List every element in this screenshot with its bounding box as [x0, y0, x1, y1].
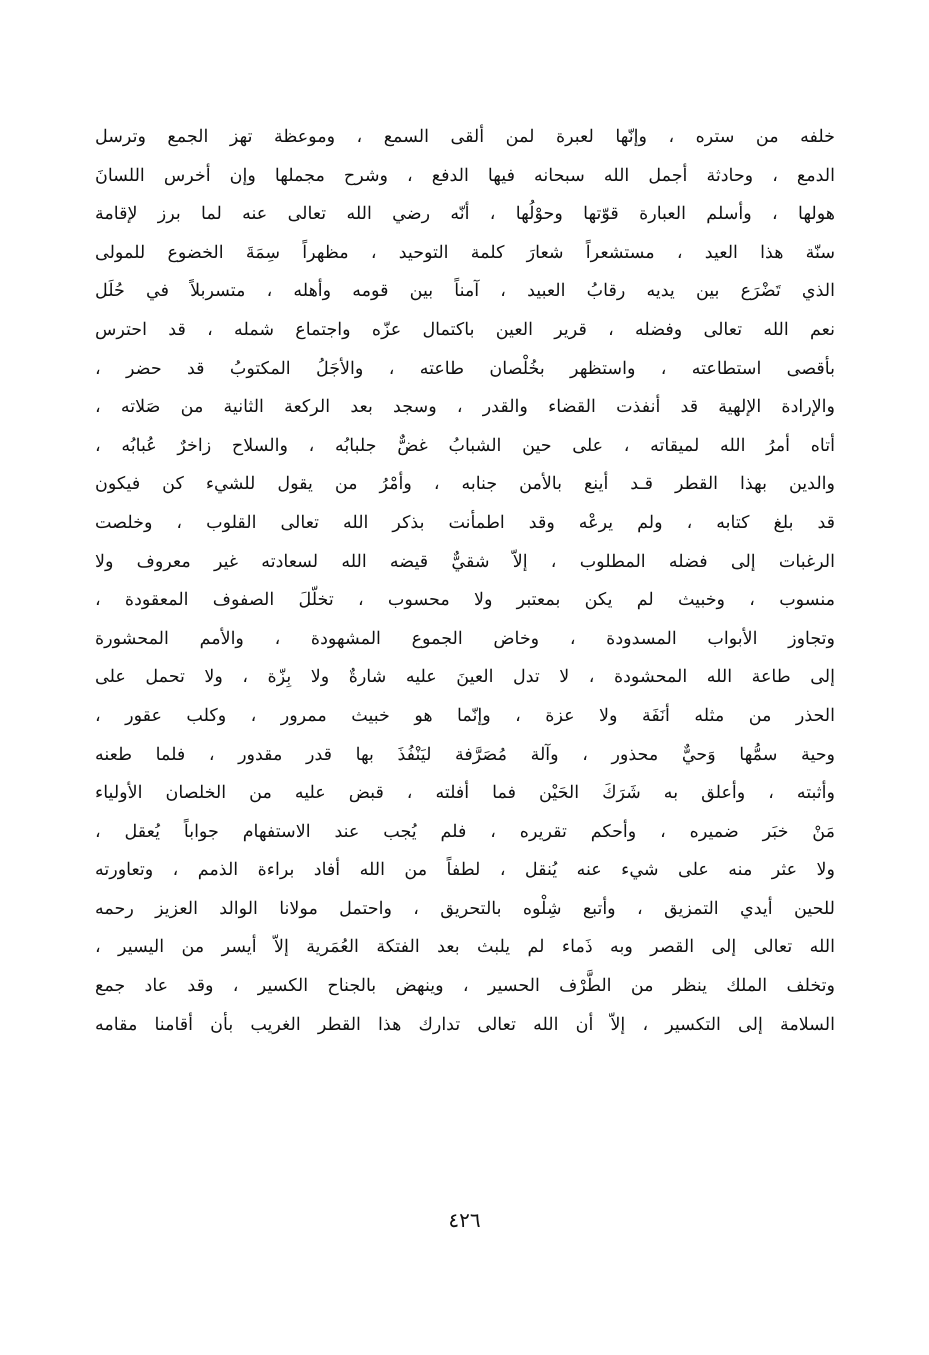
text-line: ولا عثر منه على شيء عنه يُنقل ، لطفاً من الله أفاد براءة الذمم ، وتعاورته [95, 860, 835, 881]
text-line: وأثبته ، وأعلق به شَرَكَ الحَيْن فما أفلته ، قبض عليه من الخلصان الأولياء [95, 783, 835, 804]
text-line: والإرادة الإلهية قد أنفذت القضاء والقدر ، وسجد بعد الركعة الثانية من صَلاته ، [95, 397, 835, 418]
text-line: قد بلغ كتابه ، ولم يرعْه وقد اطمأنت بذكر الله تعالى القلوب ، وخلصت [95, 512, 835, 533]
text-line: الذي تَضْرَع بين يديه رقابُ العبيد ، آمناً بين قومه وأهله ، متسربلاً في حُلَل [95, 281, 835, 302]
text-line: منسوب ، وخبيث لم يكن بمعتبر ولا محسوب ، تخلّلَ الصفوف المعقودة ، [95, 590, 835, 611]
text-line: وتجاوز الأبواب المسدودة ، وخاض الجموع المشهودة ، والأمم المحشورة [95, 628, 835, 649]
text-line: للحين أيدي التمزيق ، وأتبع شِلْوه بالتحريق ، واحتمل مولانا الوالد العزيز رحمه [95, 898, 835, 919]
text-line: بأقصى استطاعته ، واستظهر بخُلْصان طاعته ، والأجَلُ المكتوبُ قد حضر ، [95, 358, 835, 379]
text-line: هولها ، وأسلم العبارة قوّتها وحوْلُها ، أنّه رضي الله تعالى عنه لما برز لإقامة [95, 204, 835, 225]
text-line: سنّة هذا العيد ، مستشعراً شعارَ كلمة التوحيد ، مظهراً سِمَةَ الخضوع للمولى [95, 242, 835, 263]
text-line: الله تعالى إلى القصر وبه ذَماء لم يلبث بعد الفتكة العُمَرية إلاّ أيسر من اليسير ، [95, 937, 835, 958]
text-line: وحية سمُّها وَحيٌّ محذور ، وآلة مُصَرَّفة ليَنْفُذَ بها قدر مقدور ، فلما طعنه [95, 744, 835, 765]
text-line: إلى طاعة الله المحشودة ، لا تدل العينَ عليه شارةٌ ولا بِزّة ، ولا تحمل على [95, 667, 835, 688]
body-text [95, 118, 835, 1044]
text-line: نعم الله تعالى وفضله ، قرير العين باكتمال عزّه واجتماع شمله ، قد احترس [95, 319, 835, 340]
text-line: وتخلف الملك ينظر من الطَّرْف الحسير ، وينهض بالجناح الكسير ، وقد عاد جمع [95, 976, 835, 997]
text-line: الحذر من مثله أنَفَة ولا عزة ، وإنّما هو خبيث ممرور ، وكلب عقور ، [95, 705, 835, 726]
page-number: ٤٢٦ [448, 1208, 481, 1232]
text-line: والدين بهذا القطر قـد أينع بالأمن جنابه ، وأمْرُ من يقول للشيء كن فيكون [95, 474, 835, 495]
text-line: السلامة إلى التكسير ، إلاّ أن الله تعالى تدارك هذا القطر الغريب بأن أقامنا مقامه [95, 1014, 835, 1035]
text-line: الرغبات إلى فضله المطلوب ، إلاّ شقيٌّ قيضه الله لسعادته غير معروف ولا [95, 551, 835, 572]
text-line: خلفه من ستره ، وإنّها لعبرة لمن ألقى السمع ، وموعظة تهز الجمع وترسل [95, 127, 835, 147]
text-line: مَنْ خبَر ضميره ، وأحكم تقريره ، فلم يُجب عند الاستفهام جواباً يُعقل ، [95, 821, 835, 842]
text-line: الدمع ، وحادثة أجمل الله سبحانه فيها الدفع ، وشرح مجملها وإن أخرس اللسانَ [95, 165, 835, 186]
text-line: أتاه أمرُ الله لميقاته ، على حين الشبابُ غضٌّ جلبابُه ، والسلاح زاخرٌ عُبابُه ، [95, 435, 835, 456]
